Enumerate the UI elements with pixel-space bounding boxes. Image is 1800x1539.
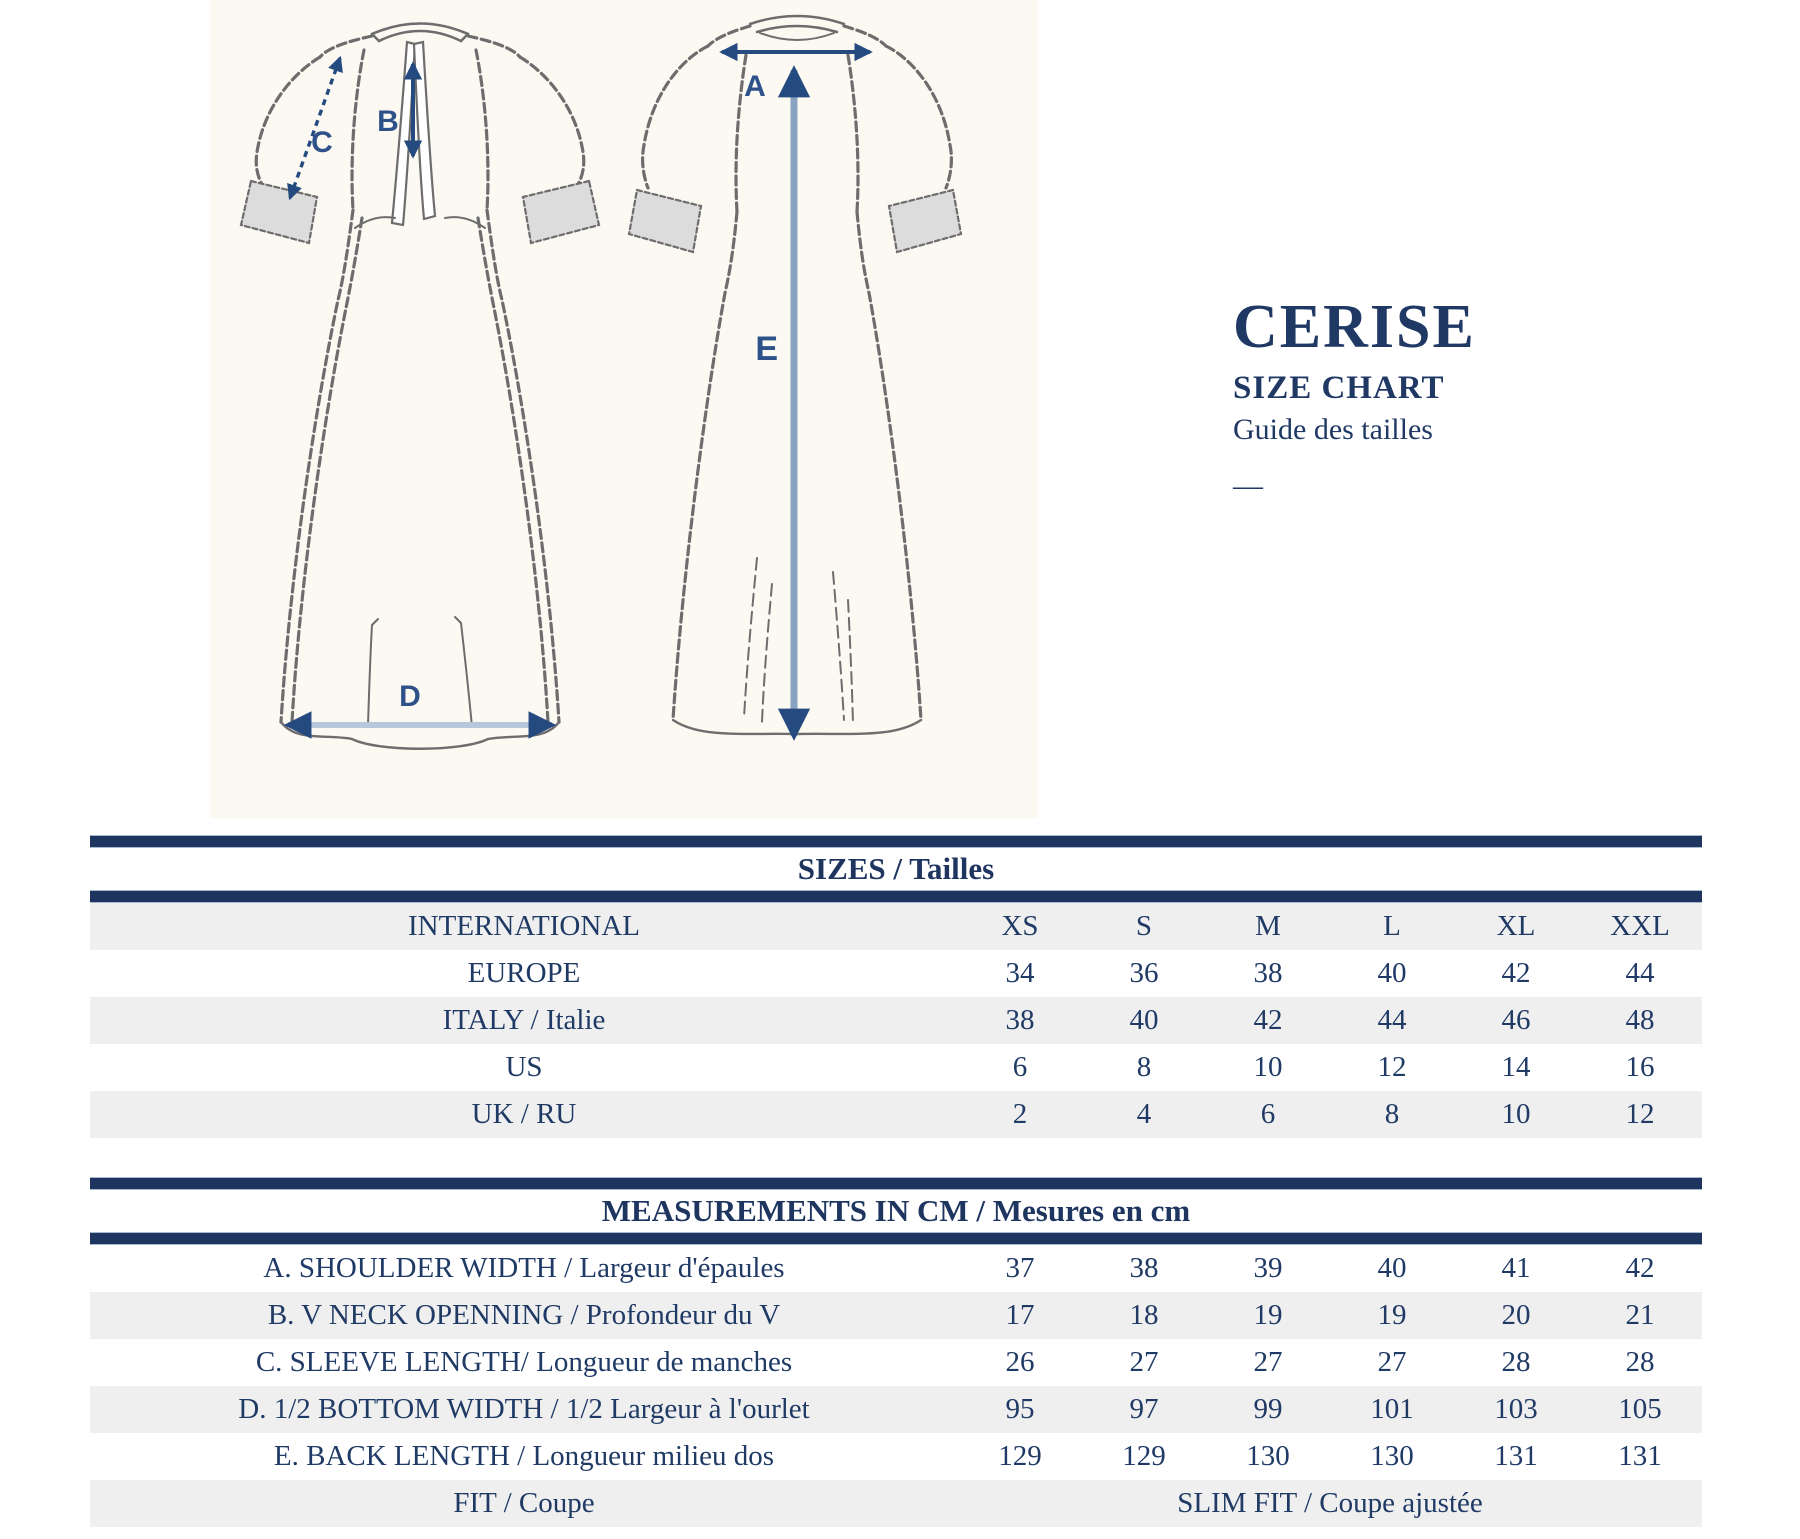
row-label: US (505, 1051, 543, 1083)
cell-xs: 26 (1005, 1346, 1035, 1378)
cell-xl: 10 (1501, 1098, 1531, 1130)
cell-s: 40 (1129, 1004, 1159, 1036)
cell-xl: 46 (1501, 1004, 1531, 1036)
cell-s: 38 (1129, 1252, 1159, 1284)
table-row (90, 1091, 1702, 1138)
fit-label: FIT / Coupe (453, 1487, 595, 1519)
table-row (90, 1044, 1702, 1091)
cell-xxl: 44 (1625, 957, 1655, 989)
table-row (90, 1292, 1702, 1339)
table-row (90, 1433, 1702, 1480)
cell-m: 19 (1253, 1299, 1283, 1331)
title-block (1233, 293, 1476, 502)
cell-l: 12 (1377, 1051, 1407, 1083)
row-label: ITALY / Italie (442, 1004, 606, 1036)
cell-xxl: 42 (1625, 1252, 1655, 1284)
cell-l: 27 (1377, 1346, 1407, 1378)
cell-l: L (1383, 910, 1401, 942)
cell-xs: 95 (1005, 1393, 1035, 1425)
cell-xxl: 28 (1625, 1346, 1655, 1378)
cell-s: 97 (1129, 1393, 1159, 1425)
cell-xl: 28 (1501, 1346, 1531, 1378)
cell-xxl: 12 (1625, 1098, 1655, 1130)
measure-label-b: B (377, 105, 399, 138)
table-bar (90, 890, 1702, 903)
measure-label-d: D (399, 680, 421, 713)
size-chart-heading-fr: Guide des tailles (1233, 413, 1433, 446)
cell-xs: 37 (1005, 1252, 1035, 1284)
row-label: B. V NECK OPENNING / Profondeur du V (267, 1299, 781, 1331)
cell-l: 40 (1377, 1252, 1407, 1284)
cell-l: 19 (1377, 1299, 1407, 1331)
cell-m: 38 (1253, 957, 1283, 989)
cell-s: S (1135, 910, 1153, 942)
fit-row (90, 1480, 1702, 1527)
table-row (90, 950, 1702, 997)
row-label: INTERNATIONAL (408, 910, 640, 942)
measurements-table-title: MEASUREMENTS IN CM / Mesures en cm (90, 1190, 1702, 1232)
measure-label-e: E (755, 330, 778, 368)
row-label: C. SLEEVE LENGTH/ Longueur de manches (255, 1346, 793, 1378)
measure-label-c: C (311, 126, 333, 159)
cell-m: 10 (1253, 1051, 1283, 1083)
cell-l: 8 (1384, 1098, 1400, 1130)
row-label: UK / RU (471, 1098, 577, 1130)
cell-s: 36 (1129, 957, 1159, 989)
row-label: EUROPE (467, 957, 581, 989)
table-bar (90, 1232, 1702, 1245)
cell-xxl: 21 (1625, 1299, 1655, 1331)
cell-xl: 42 (1501, 957, 1531, 989)
cell-m: 27 (1253, 1346, 1283, 1378)
measurement-arrows (288, 52, 870, 736)
cell-xxl: 105 (1618, 1393, 1662, 1425)
cell-m: 39 (1253, 1252, 1283, 1284)
table-row (90, 1386, 1702, 1433)
cell-xs: XS (1001, 910, 1039, 942)
cell-xs: 2 (1012, 1098, 1028, 1130)
table-row (90, 997, 1702, 1044)
cell-m: M (1255, 910, 1281, 942)
cell-xl: 103 (1494, 1393, 1538, 1425)
row-label: D. 1/2 BOTTOM WIDTH / 1/2 Largeur à l'ourlet (238, 1393, 810, 1425)
measure-label-a: A (744, 70, 766, 103)
cell-l: 44 (1377, 1004, 1407, 1036)
table-bar (90, 1177, 1702, 1190)
row-label: A. SHOULDER WIDTH / Largeur d'épaules (263, 1252, 785, 1284)
fit-value: SLIM FIT / Coupe ajustée (1177, 1487, 1483, 1519)
sizes-table (90, 835, 1702, 1138)
cell-xxl: XXL (1610, 910, 1670, 942)
cell-xs: 34 (1005, 957, 1035, 989)
cell-s: 4 (1136, 1098, 1152, 1130)
table-bar (90, 835, 1702, 848)
cell-l: 101 (1370, 1393, 1414, 1425)
cell-xxl: 48 (1625, 1004, 1655, 1036)
cell-l: 40 (1377, 957, 1407, 989)
cell-xs: 129 (998, 1440, 1042, 1472)
cell-xxl: 131 (1618, 1440, 1662, 1472)
cell-xl: 20 (1501, 1299, 1531, 1331)
cell-m: 99 (1253, 1393, 1283, 1425)
cell-xl: 14 (1501, 1051, 1531, 1083)
cell-m: 6 (1260, 1098, 1276, 1130)
measurements-table (90, 1177, 1702, 1527)
cell-m: 130 (1246, 1440, 1290, 1472)
cell-xl: 41 (1501, 1252, 1531, 1284)
cell-s: 27 (1129, 1346, 1159, 1378)
size-chart-heading: SIZE CHART (1233, 370, 1445, 406)
cell-m: 42 (1253, 1004, 1283, 1036)
cell-l: 130 (1370, 1440, 1414, 1472)
cell-xxl: 16 (1625, 1051, 1655, 1083)
title-dash: — (1233, 469, 1263, 502)
cell-xs: 38 (1005, 1004, 1035, 1036)
sizes-table-title: SIZES / Tailles (90, 848, 1702, 890)
product-title: CERISE (1233, 293, 1476, 361)
front-dress-illustration (241, 24, 599, 749)
row-label: E. BACK LENGTH / Longueur milieu dos (273, 1440, 775, 1472)
cell-s: 18 (1129, 1299, 1159, 1331)
cell-xs: 17 (1005, 1299, 1035, 1331)
cell-xl: XL (1496, 910, 1536, 942)
cell-xl: 131 (1494, 1440, 1538, 1472)
cell-s: 129 (1122, 1440, 1166, 1472)
table-row (90, 903, 1702, 950)
cell-xs: 6 (1012, 1051, 1028, 1083)
table-row (90, 1339, 1702, 1386)
table-row (90, 1245, 1702, 1292)
cell-s: 8 (1136, 1051, 1152, 1083)
